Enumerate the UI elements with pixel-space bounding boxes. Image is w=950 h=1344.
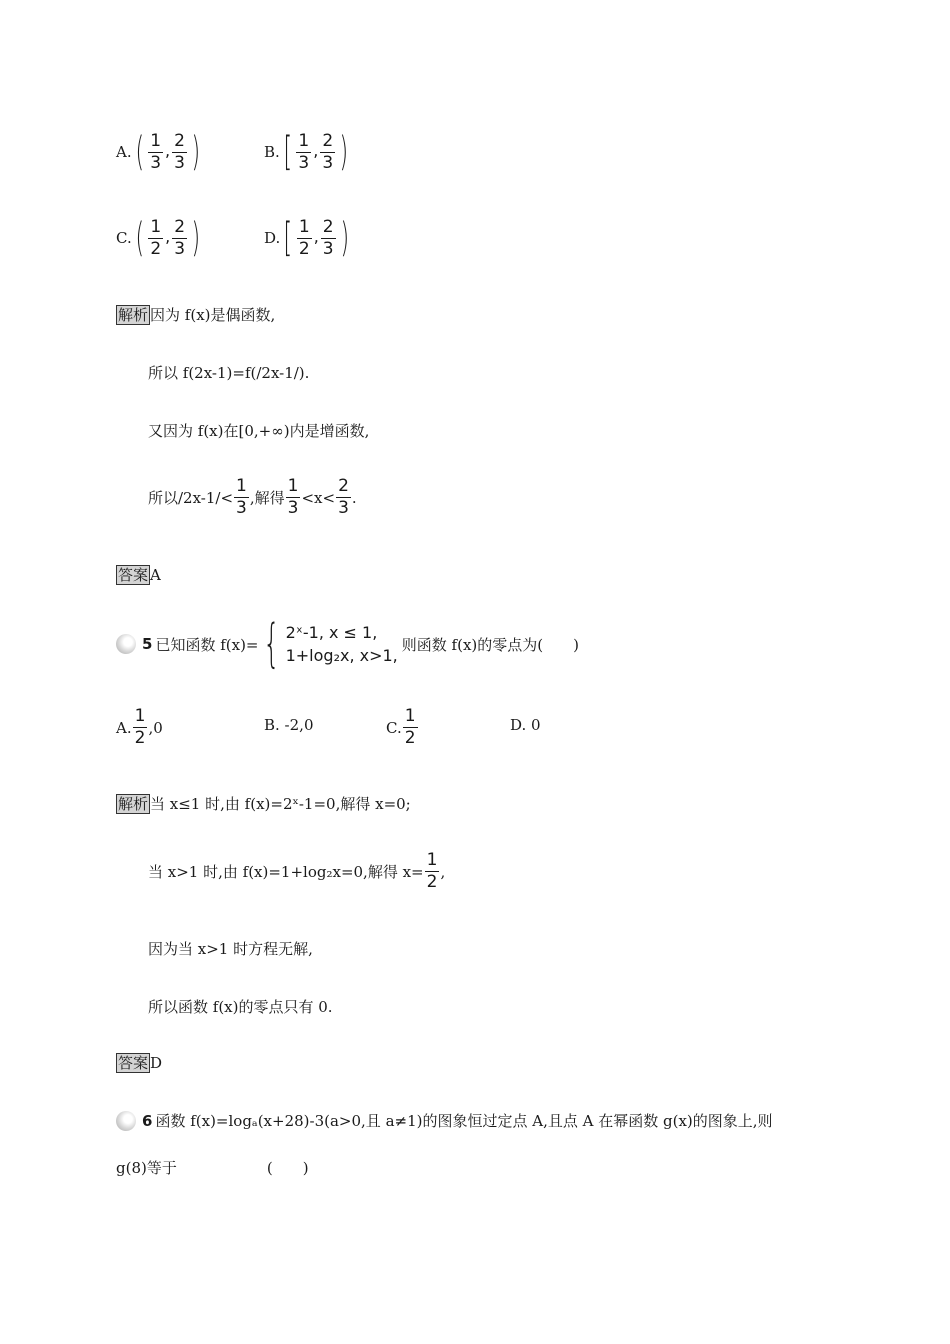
fraction: $\frac{1}{3}$	[287, 476, 299, 518]
close-bracket: )	[339, 129, 349, 175]
option-c[interactable]: C. ( $\frac{1}{2}$ , $\frac{2}{3}$ )	[116, 215, 201, 261]
q4-answer: 答案 A	[118, 566, 161, 584]
q6-stem-line1: 6 函数 f(x)=logₐ(x+28)-3(a>0,且 a≠1)的图象恒过定点 A,且点 A 在幂函数 g(x)的图象上,则	[116, 1110, 773, 1131]
fraction: $\frac{2}{3}$	[174, 216, 186, 259]
option-a[interactable]: A. ( $\frac{1}{3}$ , $\frac{2}{3}$ )	[116, 129, 201, 175]
fraction: $\frac{1}{3}$	[298, 130, 310, 173]
answer-tag: 答案	[118, 566, 149, 584]
fraction: $\frac{1}{2}$	[150, 216, 162, 259]
option-label: B.	[264, 143, 280, 161]
fraction: $\frac{1}{2}$	[404, 706, 416, 748]
open-bracket: [	[283, 129, 292, 175]
q5-option-c[interactable]: C. $\frac{1}{2}$	[386, 706, 416, 748]
fraction: $\frac{2}{3}$	[338, 476, 349, 518]
q4-analysis-line1: 解析 因为 f(x)是偶函数,	[118, 306, 276, 324]
option-label: C.	[116, 229, 132, 247]
fraction: $\frac{1}{2}$	[426, 850, 438, 892]
q5-option-b[interactable]: B. -2,0	[264, 716, 314, 734]
q5-answer: 答案 D	[118, 1054, 163, 1072]
fraction: $\frac{2}{3}$	[322, 130, 334, 173]
fraction: $\frac{2}{3}$	[174, 130, 185, 173]
fraction: $\frac{1}{3}$	[150, 130, 162, 173]
option-label: A.	[116, 143, 132, 161]
fraction: $\frac{1}{3}$	[236, 476, 247, 518]
question-number: 6	[142, 1111, 153, 1130]
q4-analysis-line2: 所以 f(2x-1)=f(/2x-1/).	[148, 364, 310, 382]
close-bracket: )	[340, 215, 349, 261]
answer-tag: 答案	[118, 1054, 149, 1072]
q4-analysis-line3: 又因为 f(x)在[0,+∞)内是增函数,	[148, 422, 370, 440]
option-label: D.	[264, 229, 281, 247]
question-number: 5	[142, 635, 153, 653]
analysis-tag: 解析	[118, 306, 149, 324]
q5-analysis-line1: 解析 当 x≤1 时,由 f(x)=2ˣ-1=0,解得 x=0;	[118, 795, 411, 813]
question-bullet-icon	[116, 1111, 136, 1131]
open-bracket: (	[135, 129, 144, 175]
fraction: $\frac{1}{2}$	[134, 706, 146, 748]
q5-option-d[interactable]: D. 0	[510, 716, 541, 734]
q5-analysis-line4: 所以函数 f(x)的零点只有 0.	[148, 998, 333, 1016]
q5-stem: 5 已知函数 f(x)= { 2ˣ-1, x ≤ 1, 1+log₂x, x>1, 则函数 f(x)的零点为( )	[116, 618, 579, 670]
fraction: $\frac{2}{3}$	[322, 216, 334, 259]
open-bracket: [	[283, 215, 293, 261]
open-bracket: (	[135, 215, 144, 261]
analysis-tag: 解析	[118, 795, 149, 813]
q5-analysis-line2: 当 x>1 时,由 f(x)=1+log₂x=0,解得 x= $\frac{1}{2}$ ,	[148, 850, 446, 892]
piecewise-cases: 2ˣ-1, x ≤ 1, 1+log₂x, x>1,	[285, 622, 398, 665]
left-brace: {	[262, 614, 280, 674]
q4-analysis-line4: 所以/2x-1/< $\frac{1}{3}$ ,解得 $\frac{1}{3}$ <x< $\frac{2}{3}$ .	[148, 476, 357, 518]
close-bracket: )	[191, 129, 201, 175]
fraction: $\frac{1}{2}$	[298, 216, 310, 259]
q6-stem-line2: g(8)等于 ( )	[116, 1159, 309, 1177]
close-bracket: )	[191, 215, 201, 261]
option-d[interactable]: D. [ $\frac{1}{2}$ , $\frac{2}{3}$ )	[264, 215, 349, 261]
q5-analysis-line3: 因为当 x>1 时方程无解,	[148, 940, 313, 958]
question-bullet-icon	[116, 634, 136, 654]
q5-option-a[interactable]: A. $\frac{1}{2}$ ,0	[116, 706, 163, 748]
option-b[interactable]: B. [ $\frac{1}{3}$ , $\frac{2}{3}$ )	[264, 129, 349, 175]
